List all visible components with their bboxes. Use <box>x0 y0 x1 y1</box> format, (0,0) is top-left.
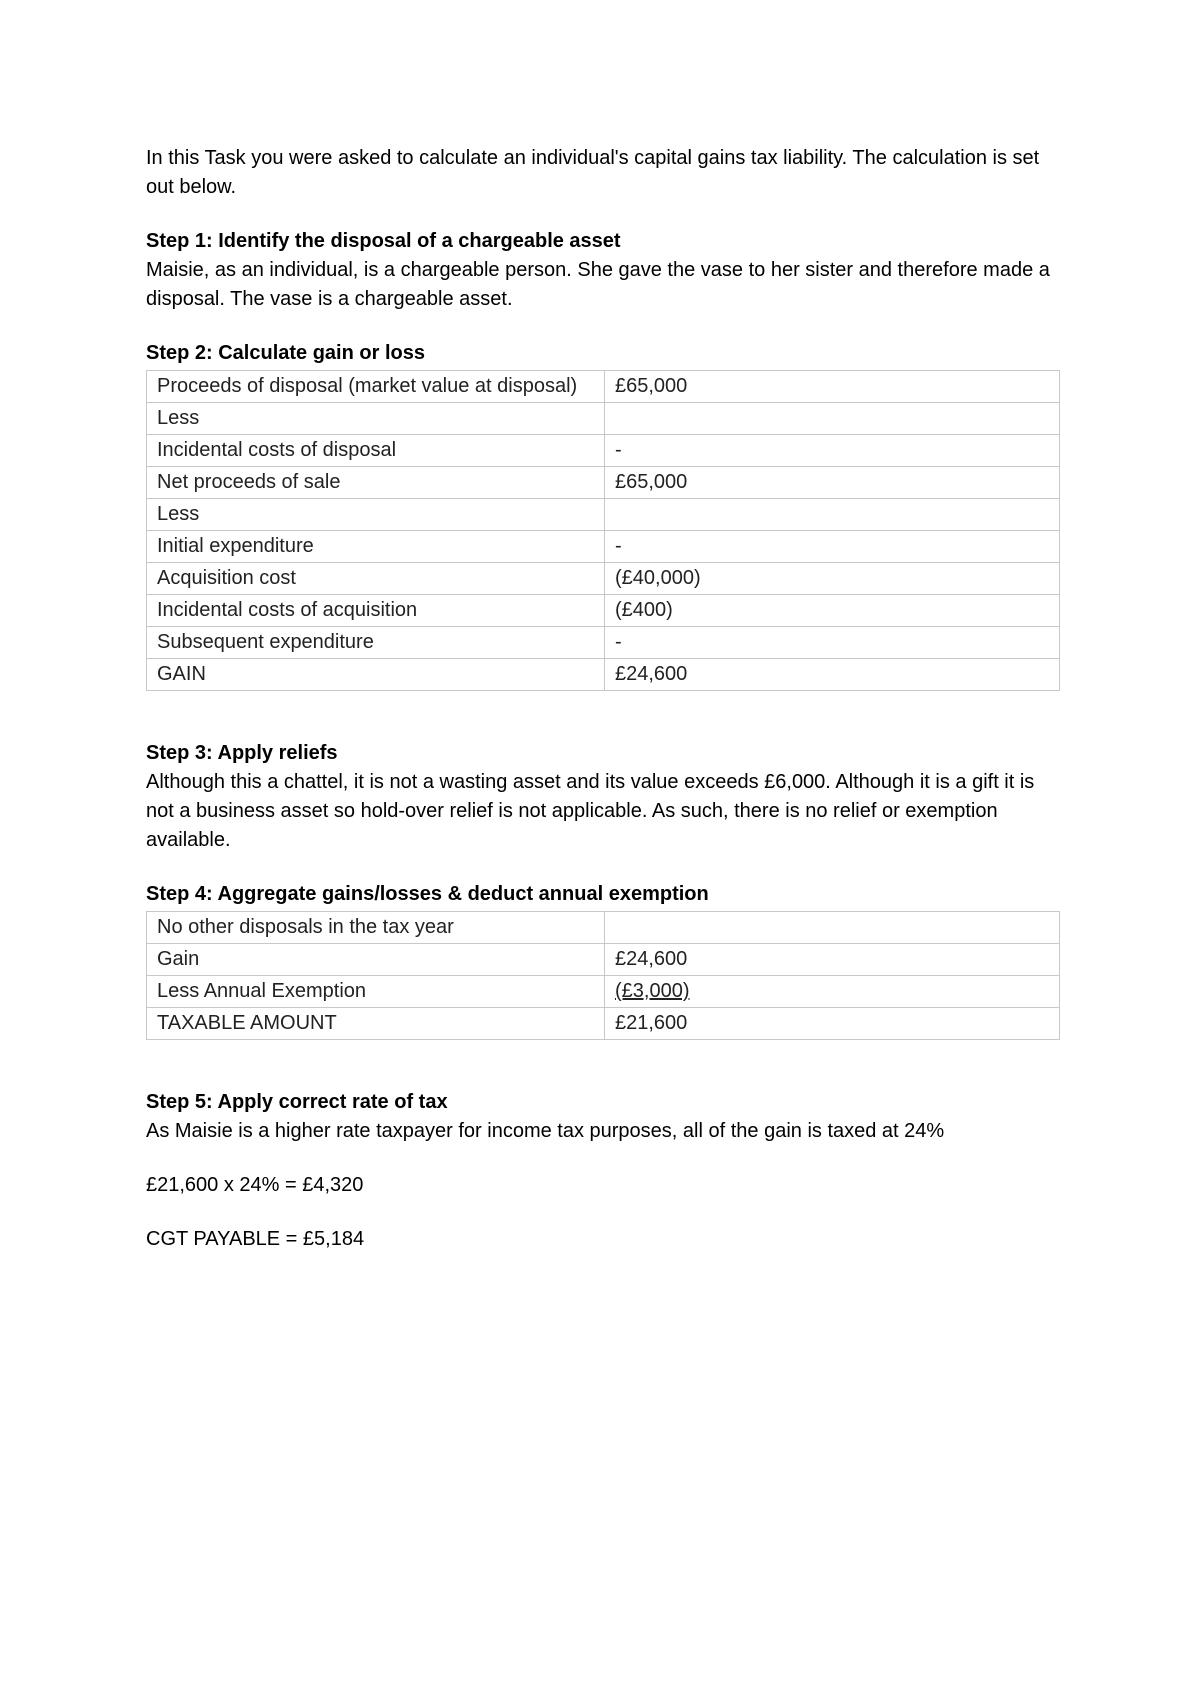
table-row <box>147 659 1060 691</box>
intro-paragraph: In this Task you were asked to calculate an individual's capital gains tax liability. The calculation is set out below. <box>146 147 1040 198</box>
row-value: (£40,000) <box>605 563 1060 595</box>
table-row <box>147 976 1060 1008</box>
step3-section <box>146 739 1060 855</box>
row-label: Incidental costs of disposal <box>147 435 605 467</box>
gain-calculation-table <box>146 370 1060 691</box>
table-row <box>147 563 1060 595</box>
step5-text: As Maisie is a higher rate taxpayer for income tax purposes, all of the gain is taxed at 24% <box>146 1120 945 1142</box>
row-label: Proceeds of disposal (market value at disposal) <box>147 371 605 403</box>
step1-text: Maisie, as an individual, is a chargeable person. She gave the vase to her sister and therefore made a disposal. The vase is a chargeable asset. <box>146 259 1050 310</box>
row-label: GAIN <box>147 659 605 691</box>
row-label: Incidental costs of acquisition <box>147 595 605 627</box>
row-value <box>605 976 1060 1008</box>
table-row <box>147 944 1060 976</box>
row-label: Initial expenditure <box>147 531 605 563</box>
row-label: No other disposals in the tax year <box>147 912 605 944</box>
step3-text: Although this a chattel, it is not a wasting asset and its value exceeds £6,000. Although it is a gift it is not a business asset so hold-over relief is not applicable. As such, there is no relief or exemption available. <box>146 771 1035 851</box>
table-row <box>147 403 1060 435</box>
cgt-payable: CGT PAYABLE = £5,184 <box>146 1228 365 1250</box>
row-label: Gain <box>147 944 605 976</box>
row-value: (£400) <box>605 595 1060 627</box>
row-label: Subsequent expenditure <box>147 627 605 659</box>
row-value: £65,000 <box>605 467 1060 499</box>
step4-heading: Step 4: Aggregate gains/losses & deduct annual exemption <box>146 883 709 905</box>
table-row <box>147 371 1060 403</box>
row-value: £21,600 <box>605 1008 1060 1040</box>
row-value <box>605 499 1060 531</box>
row-label: Less <box>147 403 605 435</box>
step3-heading: Step 3: Apply reliefs <box>146 742 338 764</box>
tax-calculation: £21,600 x 24% = £4,320 <box>146 1174 364 1196</box>
table-row <box>147 435 1060 467</box>
row-label: Less Annual Exemption <box>147 976 605 1008</box>
step1-section <box>146 227 1060 314</box>
row-label: Acquisition cost <box>147 563 605 595</box>
step5-heading: Step 5: Apply correct rate of tax <box>146 1091 448 1113</box>
table-row <box>147 912 1060 944</box>
row-value <box>605 912 1060 944</box>
exemption-table <box>146 911 1060 1040</box>
step1-heading: Step 1: Identify the disposal of a chargeable asset <box>146 230 621 252</box>
step5-section <box>146 1088 1060 1146</box>
table-row <box>147 627 1060 659</box>
row-value: - <box>605 531 1060 563</box>
row-label: Net proceeds of sale <box>147 467 605 499</box>
table-row <box>147 467 1060 499</box>
row-label: Less <box>147 499 605 531</box>
row-value: £65,000 <box>605 371 1060 403</box>
step2-section <box>146 339 1060 691</box>
row-value: - <box>605 435 1060 467</box>
table-row <box>147 499 1060 531</box>
row-label: TAXABLE AMOUNT <box>147 1008 605 1040</box>
document-page <box>146 144 1060 1279</box>
row-value: £24,600 <box>605 659 1060 691</box>
table-row <box>147 531 1060 563</box>
step2-heading: Step 2: Calculate gain or loss <box>146 342 425 364</box>
row-value <box>605 403 1060 435</box>
step4-section <box>146 880 1060 1040</box>
spacer <box>146 1040 1060 1088</box>
table-row <box>147 1008 1060 1040</box>
annual-exemption-value: (£3,000) <box>615 980 690 1002</box>
spacer <box>146 691 1060 739</box>
row-value: £24,600 <box>605 944 1060 976</box>
row-value: - <box>605 627 1060 659</box>
table-row <box>147 595 1060 627</box>
